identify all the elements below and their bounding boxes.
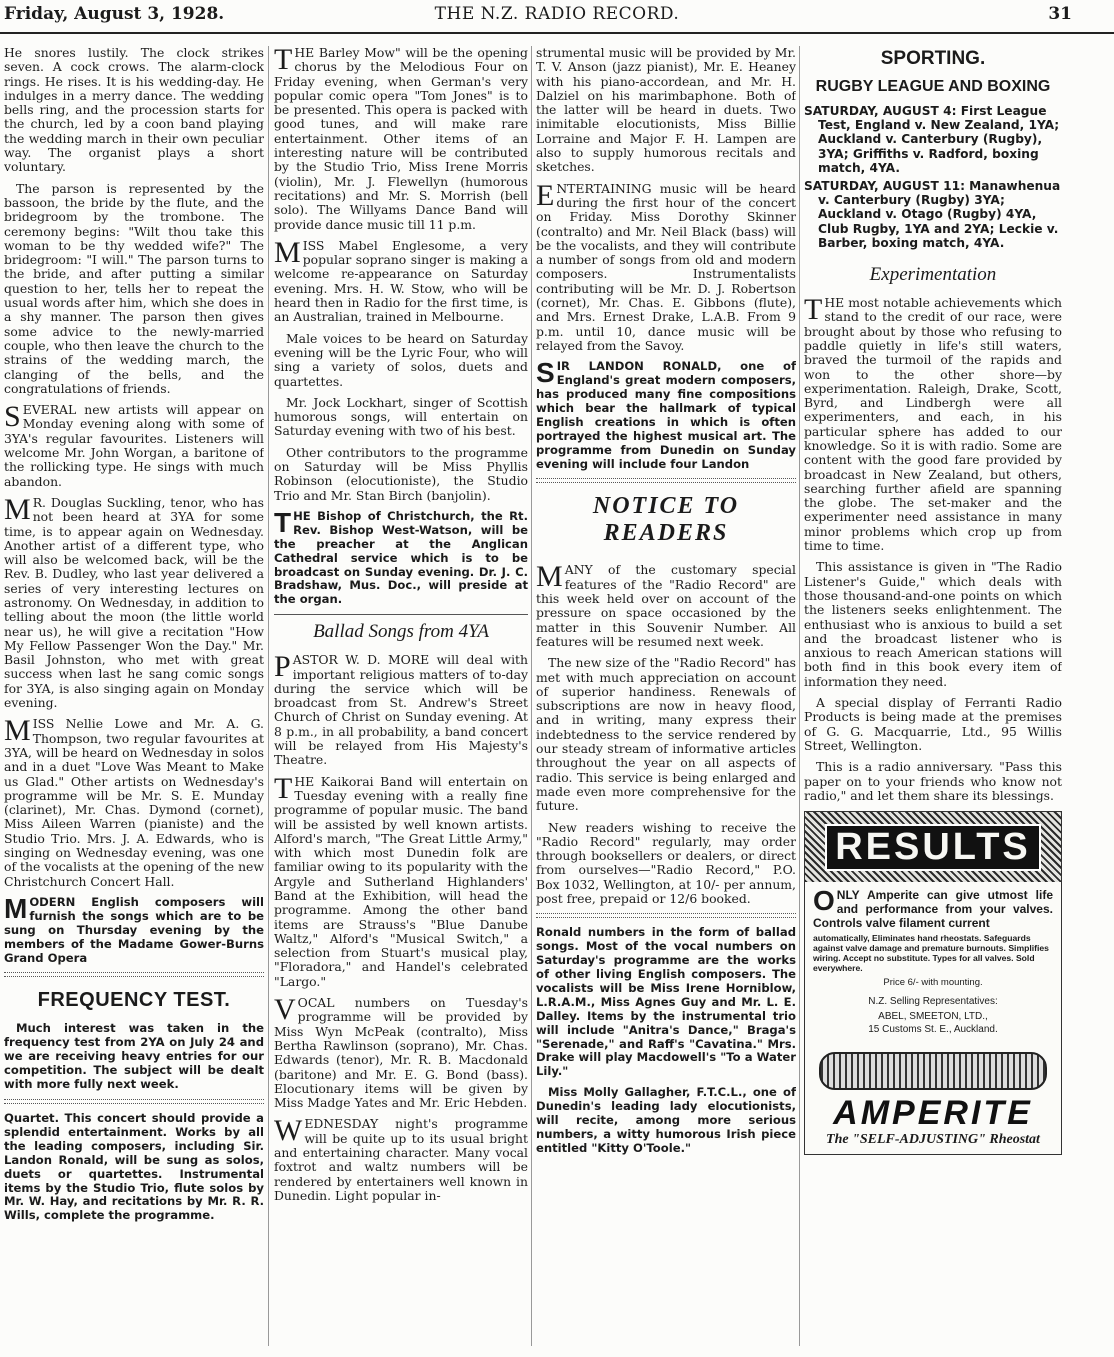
ad-text [813,885,1053,931]
drop-cap: M [4,492,31,526]
column-1 [4,46,264,1352]
results-banner-text: RESULTS [825,824,1041,871]
drop-cap: V [274,993,296,1027]
column-3 [536,46,796,1352]
article-paragraph [536,357,796,471]
drop-cap: S [536,357,555,389]
paragraph-text: ANY of the customary special features of the "Radio Record" are this week held over on account of the pressure on space occasioned by the matter in this Souvenir Number. All features will be resumed next week. [536,562,796,649]
article-paragraph [274,506,528,607]
article-paragraph [274,1114,528,1203]
article-paragraph: Quartet. This concert should provide a splendid entertainment. Works by all the leading composers, including Sir. Landon Ronald, will be sung as solos, duets or quartettes. Instrumental items by the Studio Trio, flute solos by Mr. W. Hay, and recitations by Mr. R. R. Wills, complete the programme. [4,1110,264,1223]
section-rule [536,913,796,918]
paragraph-text: ISS Mabel Englesome, a very popular soprano singer is making a welcome re-appearance on Saturday evening. Mrs. H. W. Stow, who will be heard then in Radio for the first time, is an Australian, trained in Melbourne. [274,237,528,325]
drop-cap: E [536,178,555,212]
article-paragraph [274,650,528,768]
drop-cap: T [274,506,292,538]
notice-line: NOTICE TO [592,493,740,520]
article-paragraph: strumental music will be provided by Mr. T. V. Anson (jazz pianist), Mr. E. Heaney with his piano-accordean, and Mr. H. Dalziel on his marimbaphone. Both of the latter will be heard in duets. Two inimitable elocutionists, Miss Billie Lorraine and Major F. H. Lampen are also to supply humorous recitals and sketches. [536,46,796,175]
article-paragraph: Other contributors to the programme on Saturday will be Miss Phyllis Robinson (elocutioniste), the Studio Trio and Mr. Stan Birch (banjolin). [274,444,528,503]
ballad-songs-heading: Ballad Songs from 4YA [313,621,489,643]
ad-body [805,882,1061,1042]
section-rule [536,478,796,483]
article-paragraph [274,993,528,1111]
drop-cap: S [4,400,21,434]
frequency-test-heading: FREQUENCY TEST. [37,989,231,1012]
article-paragraph [4,492,264,711]
article-paragraph: He snores lustily. The clock strikes seven. A cock crows. The alarm-clock rings. He rises. It is his wedding-day. He indulges in a merry dance. The wedding bells ring, and the procession starts for the church, led by a coon band playing the wedding march in their own peculiar way. The organist plays a short voluntary. [4,46,264,175]
drop-cap: T [804,293,823,327]
column-4 [804,46,1062,1352]
fixture-listing: SATURDAY, AUGUST 4: First League Test, England v. New Zealand, 1YA; Auckland v. Canterbury (Rugby), 3YA; Griffiths v. Radford, boxing match, 4YA. [804,104,1060,175]
ad-main-text: NLY Amperite can give utmost life and performance from your valves. Controls valve filament current [813,888,1053,931]
section-rule [274,614,528,615]
paragraph-text: NTERTAINING music will be heard during the first hour of the concert on Friday. Miss Dorothy Skinner (contralto) and Mr. Neil Black (bass) will be the vocalists, and they will contribute a number of songs from old and modern composers. Instrumentalists contributing will be Mr. D. J. Robertson (cornet), Mr. Chas. E. Gibbons (flute), and Mrs. Ernest Drake, L.A.B. From 9 p.m. until 10, dance music will be relayed from the Savoy. [536,180,796,353]
amperite-tagline: The "SELF-ADJUSTING" Rheostat [826,1132,1040,1148]
issue-date: Friday, August 3, 1928. [4,4,225,24]
article-paragraph [274,771,528,989]
ad-representatives-label: N.Z. Selling Representatives: [868,996,998,1008]
amperite-advertisement [804,811,1062,1155]
article-paragraph: Much interest was taken in the frequency test from 2YA on July 24 and we are receiving heavy entries for our competition. The subject will be dealt with more fully next week. [4,1021,264,1092]
rugby-boxing-subheading: RUGBY LEAGUE AND BOXING [815,78,1051,95]
section-rule [4,1099,264,1104]
column-divider [531,46,532,1346]
paragraph-text: OCAL numbers on Tuesday's programme will be provided by Miss Wyn McPeak (contralto), Miss Bertha Rawlinson (soprano), Mr. Chas. Edwards (tenor), Mr. R. B. Macdonald (baritone) and Mr. E. G. Bond (bass). Elocutionary items will be given by Miss Madge Yates and Mr. Eric Hebden. [274,995,528,1111]
article-paragraph: This is a radio anniversary. "Pass this paper on to your friends who know not radio," and let them share its blessings. [804,759,1062,803]
article-paragraph [804,293,1062,554]
drop-cap: M [274,235,301,269]
ad-representative-name: ABEL, SMEETON, LTD., [878,1011,988,1023]
drop-cap: O [813,885,835,917]
paragraph-text: EVERAL new artists will appear on Monday evening along with some of 3YA's regular favourites. Listeners will welcome Mr. John Worgan, a baritone of the rollicking type. He sings with much abandon. [4,402,264,489]
column-divider [268,46,269,1346]
article-paragraph: Ronald numbers in the form of ballad songs. Most of the vocal numbers on Saturday's programme are the works of other living English composers. The vocalists will be Miss Irene Horniblow, L.R.A.M., Miss Agnes Guy and Mr. L. E. Dalley. Items by the instrumental trio will include "Anitra's Dance," Braga's "Serenade," and Raff's "Cavatina." Mrs. Drake will play Macdowell's "To a Water Lily." [536,925,796,1079]
article-paragraph [536,178,796,354]
article-paragraph [536,560,796,649]
drop-cap: W [274,1114,303,1148]
drop-cap: T [274,771,293,805]
column-divider [799,46,800,1346]
paragraph-text: ASTOR W. D. MORE will deal with important religious matters of to-day during the service which will be broadcast from St. Andrew's Street Church of Christ on Sunday evening. At 8 p.m., in all probability, a band concert will be relayed from His Majesty's Theatre. [274,652,528,768]
drop-cap: P [274,650,291,684]
sporting-heading: SPORTING. [880,48,986,69]
article-paragraph: Miss Molly Gallagher, F.T.C.L., one of Dunedin's leading lady elocutionists, will recite, among more serious numbers, a witty humorous Irish piece entitled "Kitty O'Toole." [536,1085,796,1155]
results-banner [805,812,1061,882]
article-paragraph: A special display of Ferranti Radio Products is being made at the premises of G. G. Macquarrie, Ltd., 95 Willis Street, Wellington. [804,695,1062,753]
publication-title: THE N.Z. RADIO RECORD. [434,4,680,24]
paragraph-text: EDNESDAY night's programme will be quite up to its usual bright and entertaining character. Many vocal foxtrot and waltz numbers will be rendered by entertainers well known in Dunedin. Light popular in- [274,1116,528,1203]
notice-to-readers-heading [536,493,796,547]
ad-small-print: automatically, Eliminates hand rheostats. Safeguards against valve damage and premature burnouts. Simplifies wiring. Accept no substitute. Types for all valves. Sold everywhere. [813,933,1049,974]
article-paragraph: The parson is represented by the bassoon, the bride by the flute, and the bridegroom by the trombone. The ceremony begins: "Wilt thou take this woman to be thy wedded wife?" The bridegroom: "I will." The parson turns to the bride, and after putting a similar question to her, tells her to repeat the usual words after him, which she does in a shy manner. The parson then gives some advice to the newly-married couple, who then leave the church to the strains of the wedding march, the clanging of the bells, and the congratulations of friends. [4,180,264,396]
experimentation-heading: Experimentation [869,264,997,286]
drop-cap: M [4,714,31,748]
article-paragraph: This assistance is given in "The Radio Listener's Guide," which deals with those thousand-and-one points on which the listeners seeks enlightenment. The enthusiast who is anxious to build a set and the broadcast listener who is anxious to reach American stations will both find in this book every item of information they need. [804,559,1062,689]
article-paragraph [274,235,528,325]
article-paragraph [4,714,264,889]
paragraph-text: HE Bishop of Christchurch, the Rt. Rev. Bishop West-Watson, will be the preacher at the Anglican Cathedral service which is to be broadcast on Sunday evening. Dr. J. C. Bradshaw, Mus. Doc., will preside at the organ. [274,508,528,607]
ad-price: Price 6/- with mounting. [883,977,983,989]
paragraph-text: ISS Nellie Lowe and Mr. A. G. Thompson, two regular favourites at 3YA, will be heard on Wednesday in solos and in a duet "Love Was Meant to Make us Glad." Other artists on Wednesday's programme will be Mr. S. E. Munday (clarinet), Mr. Chas. Dymond (cornet), Miss Aileen Warren (pianiste) and the Studio Trio. Mrs. J. A. Edwards, who is singing on Wednesday evening, was one of the vocalists at the opening of the new Christchurch Concert Hall. [4,716,264,889]
notice-line: READERS [603,520,729,547]
amperite-valve-illustration [819,1052,1047,1090]
paragraph-text: R. Douglas Suckling, tenor, who has not been heard at 3YA for some time, is to appear again on Wednesday. Another artist of a different type, who will also be welcomed back, will be the Rev. B. Dudley, who last year delivered a series of very interesting lectures on astronomy. On Wednesday, in addition to telling about the moon (the little world near us), he will give a recitation "How My Fellow Passenger Won the Day." Mr. Basil Johnston, who met with great success when last he sang comic songs for 3YA, is also singing again on Monday evening. [4,494,264,711]
paragraph-text: IR LANDON RONALD, one of England's great modern composers, has produced many fine compositions which bear the hallmark of typical English creations in which is often portrayed the highest musical art. The programme from Dunedin on Sunday evening will include four Landon [536,359,796,471]
article-paragraph [274,46,528,232]
paragraph-text: HE most notable achievements which stand to the credit of our race, were brought about by those who refusing to paddle quietly in life's still waters, braved the turmoil of the rapids and won to the other shore—by experimentation. Raleigh, Drake, Scott, Byrd, and Lindbergh were all experimenters, and each, in his particular sphere has added to our knowledge. So it is with radio. Some are content with the good fare provided by broadcast in New Zealand, but others, searching further afield are spanning the globe. The set-maker and the experimenter need assistance in many minor problems which crop up from time to time. [804,295,1062,554]
paragraph-text: HE Kaikorai Band will entertain on Tuesday evening with a really fine programme of popular music. The band will be assisted by well known artists. Alford's march, "The Great Little Army," with which most Dunedin folk are familiar owing to its popularity with the Argyle and Sutherland Highlanders' Band at the Exhibition, will head the programme. Among the other band items are Strauss's "Blue Danube Waltz," Alford's "Musical Switch," a selection from Stuart's musical play, "Floradora," and Handel's celebrated "Largo." [274,773,528,989]
article-paragraph: The new size of the "Radio Record" has met with much appreciation on account of superior handiness. Renewals of subscriptions are now in heavy flood, and in writing, many express their indebtedness to the service rendered by our steady stream of informative articles throughout the year on all aspects of radio. This service is being enlarged and made even more comprehensive for the future. [536,655,796,814]
page-number: 31 [1048,4,1072,24]
amperite-brand: AMPERITE [833,1094,1033,1133]
fixture-listing: SATURDAY, AUGUST 11: Manawhenua v. Canterbury (Rugby) 3YA; Auckland v. Otago (Rugby) 4YA, Club Rugby, 1YA and 2YA; Leckie v. Barber, boxing match, 4YA. [804,179,1061,250]
article-paragraph [4,892,264,966]
paragraph-text: ODERN English composers will furnish the songs which are to be sung on Thursday evening by the members of the Madame Gower-Burns Grand Opera [4,894,264,965]
page-header [0,0,1114,34]
section-rule [4,972,264,977]
article-paragraph: New readers wishing to receive the "Radio Record" regularly, may order through booksellers or dealers, or direct from ourselves—"Radio Record," P.O. Box 1032, Wellington, at 10/- per annum, post free, prepaid or 12/6 booked. [536,819,796,907]
paragraph-text: HE Barley Mow" will be the opening chorus by the Melodious Four on Friday evening, when German's very popular comic opera "Tom Jones" is to be presented. This opera is packed with good tunes, and will make rare entertainment. Other items of an interesting nature will be contributed by the Studio Trio, Miss Irene Morris (violin), Mr. J. Flewellyn (humorous recitations) and Mr. S. Morrish (bell solo). The Willyams Dance Band will provide dance music till 11 p.m. [274,46,528,232]
article-paragraph [4,400,264,489]
ad-representative-address: 15 Customs St. E., Auckland. [868,1024,998,1036]
column-2 [274,46,528,1352]
drop-cap: M [4,892,28,924]
drop-cap: T [274,46,293,76]
drop-cap: M [536,560,563,594]
article-paragraph: Mr. Jock Lockhart, singer of Scottish humorous songs, will entertain on Saturday evening with two of his best. [274,394,528,439]
article-paragraph: Male voices to be heard on Saturday evening will be the Lyric Four, who will sing a variety of solos, duets and quartettes. [274,330,528,389]
